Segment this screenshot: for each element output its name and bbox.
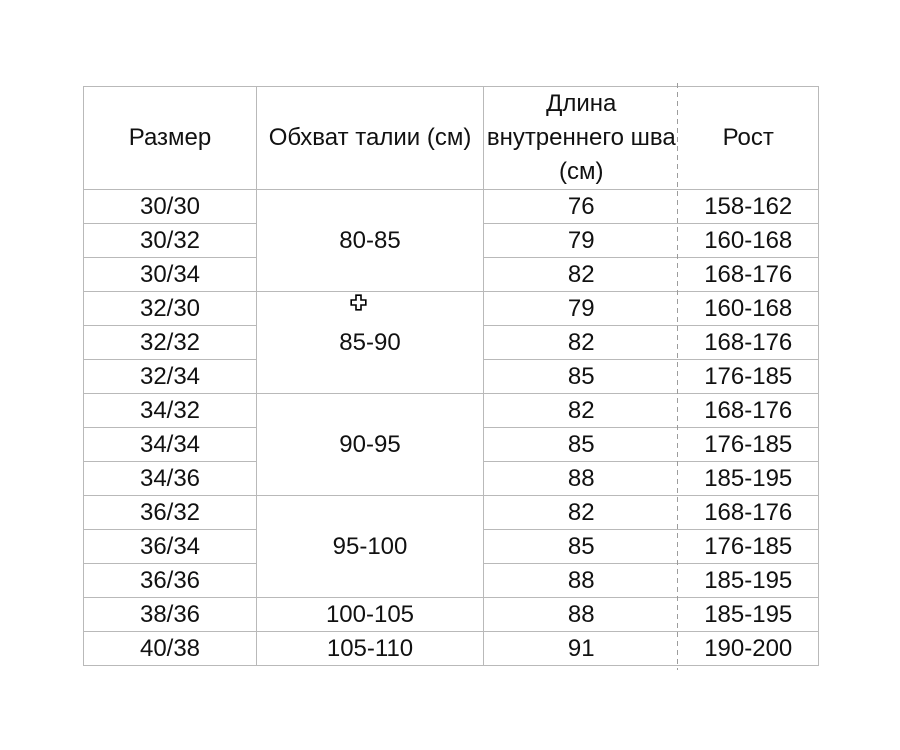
cell-height[interactable]: 168-176 xyxy=(679,258,819,292)
table-row xyxy=(84,394,819,428)
cell-inseam[interactable]: 79 xyxy=(484,224,679,258)
cell-inseam[interactable]: 88 xyxy=(484,598,679,632)
header-inseam[interactable]: Длина внутреннего шва (см) xyxy=(484,87,679,190)
cell-inseam[interactable]: 82 xyxy=(484,496,679,530)
cell-size[interactable]: 32/30 xyxy=(84,292,257,326)
cell-size[interactable]: 38/36 xyxy=(84,598,257,632)
cell-inseam[interactable]: 88 xyxy=(484,564,679,598)
cell-height[interactable]: 185-195 xyxy=(679,598,819,632)
cell-size[interactable]: 30/34 xyxy=(84,258,257,292)
cell-height[interactable]: 176-185 xyxy=(679,360,819,394)
cell-inseam[interactable]: 76 xyxy=(484,190,679,224)
table-row xyxy=(84,190,819,224)
cell-size[interactable]: 34/36 xyxy=(84,462,257,496)
cell-waist[interactable]: 95-100 xyxy=(257,496,484,598)
cell-height[interactable]: 168-176 xyxy=(679,326,819,360)
cell-height[interactable]: 176-185 xyxy=(679,428,819,462)
cell-height[interactable]: 160-168 xyxy=(679,292,819,326)
cell-inseam[interactable]: 82 xyxy=(484,326,679,360)
header-height[interactable]: Рост xyxy=(679,87,819,190)
header-size[interactable]: Размер xyxy=(84,87,257,190)
size-chart-table xyxy=(83,86,819,666)
cell-waist[interactable]: 105-110 xyxy=(257,632,484,666)
cell-height[interactable]: 176-185 xyxy=(679,530,819,564)
table-row xyxy=(84,496,819,530)
cell-height[interactable]: 168-176 xyxy=(679,394,819,428)
cell-height[interactable]: 160-168 xyxy=(679,224,819,258)
cell-inseam[interactable]: 79 xyxy=(484,292,679,326)
cell-waist[interactable]: 90-95 xyxy=(257,394,484,496)
cell-height[interactable]: 185-195 xyxy=(679,564,819,598)
page-break-dashed-line xyxy=(677,83,678,670)
cell-inseam[interactable]: 85 xyxy=(484,428,679,462)
cell-inseam[interactable]: 85 xyxy=(484,360,679,394)
cell-inseam[interactable]: 85 xyxy=(484,530,679,564)
cell-height[interactable]: 190-200 xyxy=(679,632,819,666)
excel-cell-cursor-icon xyxy=(350,294,367,311)
cell-height[interactable]: 185-195 xyxy=(679,462,819,496)
header-waist[interactable]: Обхват талии (см) xyxy=(257,87,484,190)
table-row xyxy=(84,632,819,666)
cell-inseam[interactable]: 91 xyxy=(484,632,679,666)
cell-inseam[interactable]: 82 xyxy=(484,258,679,292)
cell-inseam[interactable]: 88 xyxy=(484,462,679,496)
cell-inseam[interactable]: 82 xyxy=(484,394,679,428)
cell-waist[interactable]: 85-90 xyxy=(257,292,484,394)
cell-height[interactable]: 168-176 xyxy=(679,496,819,530)
cell-size[interactable]: 32/34 xyxy=(84,360,257,394)
cell-size[interactable]: 36/32 xyxy=(84,496,257,530)
cell-size[interactable]: 36/34 xyxy=(84,530,257,564)
cell-size[interactable]: 34/32 xyxy=(84,394,257,428)
header-row xyxy=(84,87,819,190)
cell-height[interactable]: 158-162 xyxy=(679,190,819,224)
cell-waist[interactable]: 100-105 xyxy=(257,598,484,632)
table-row xyxy=(84,292,819,326)
cell-size[interactable]: 40/38 xyxy=(84,632,257,666)
cell-size[interactable]: 34/34 xyxy=(84,428,257,462)
cell-size[interactable]: 30/32 xyxy=(84,224,257,258)
cell-waist[interactable]: 80-85 xyxy=(257,190,484,292)
cell-size[interactable]: 36/36 xyxy=(84,564,257,598)
table-row xyxy=(84,598,819,632)
cell-size[interactable]: 30/30 xyxy=(84,190,257,224)
cell-size[interactable]: 32/32 xyxy=(84,326,257,360)
